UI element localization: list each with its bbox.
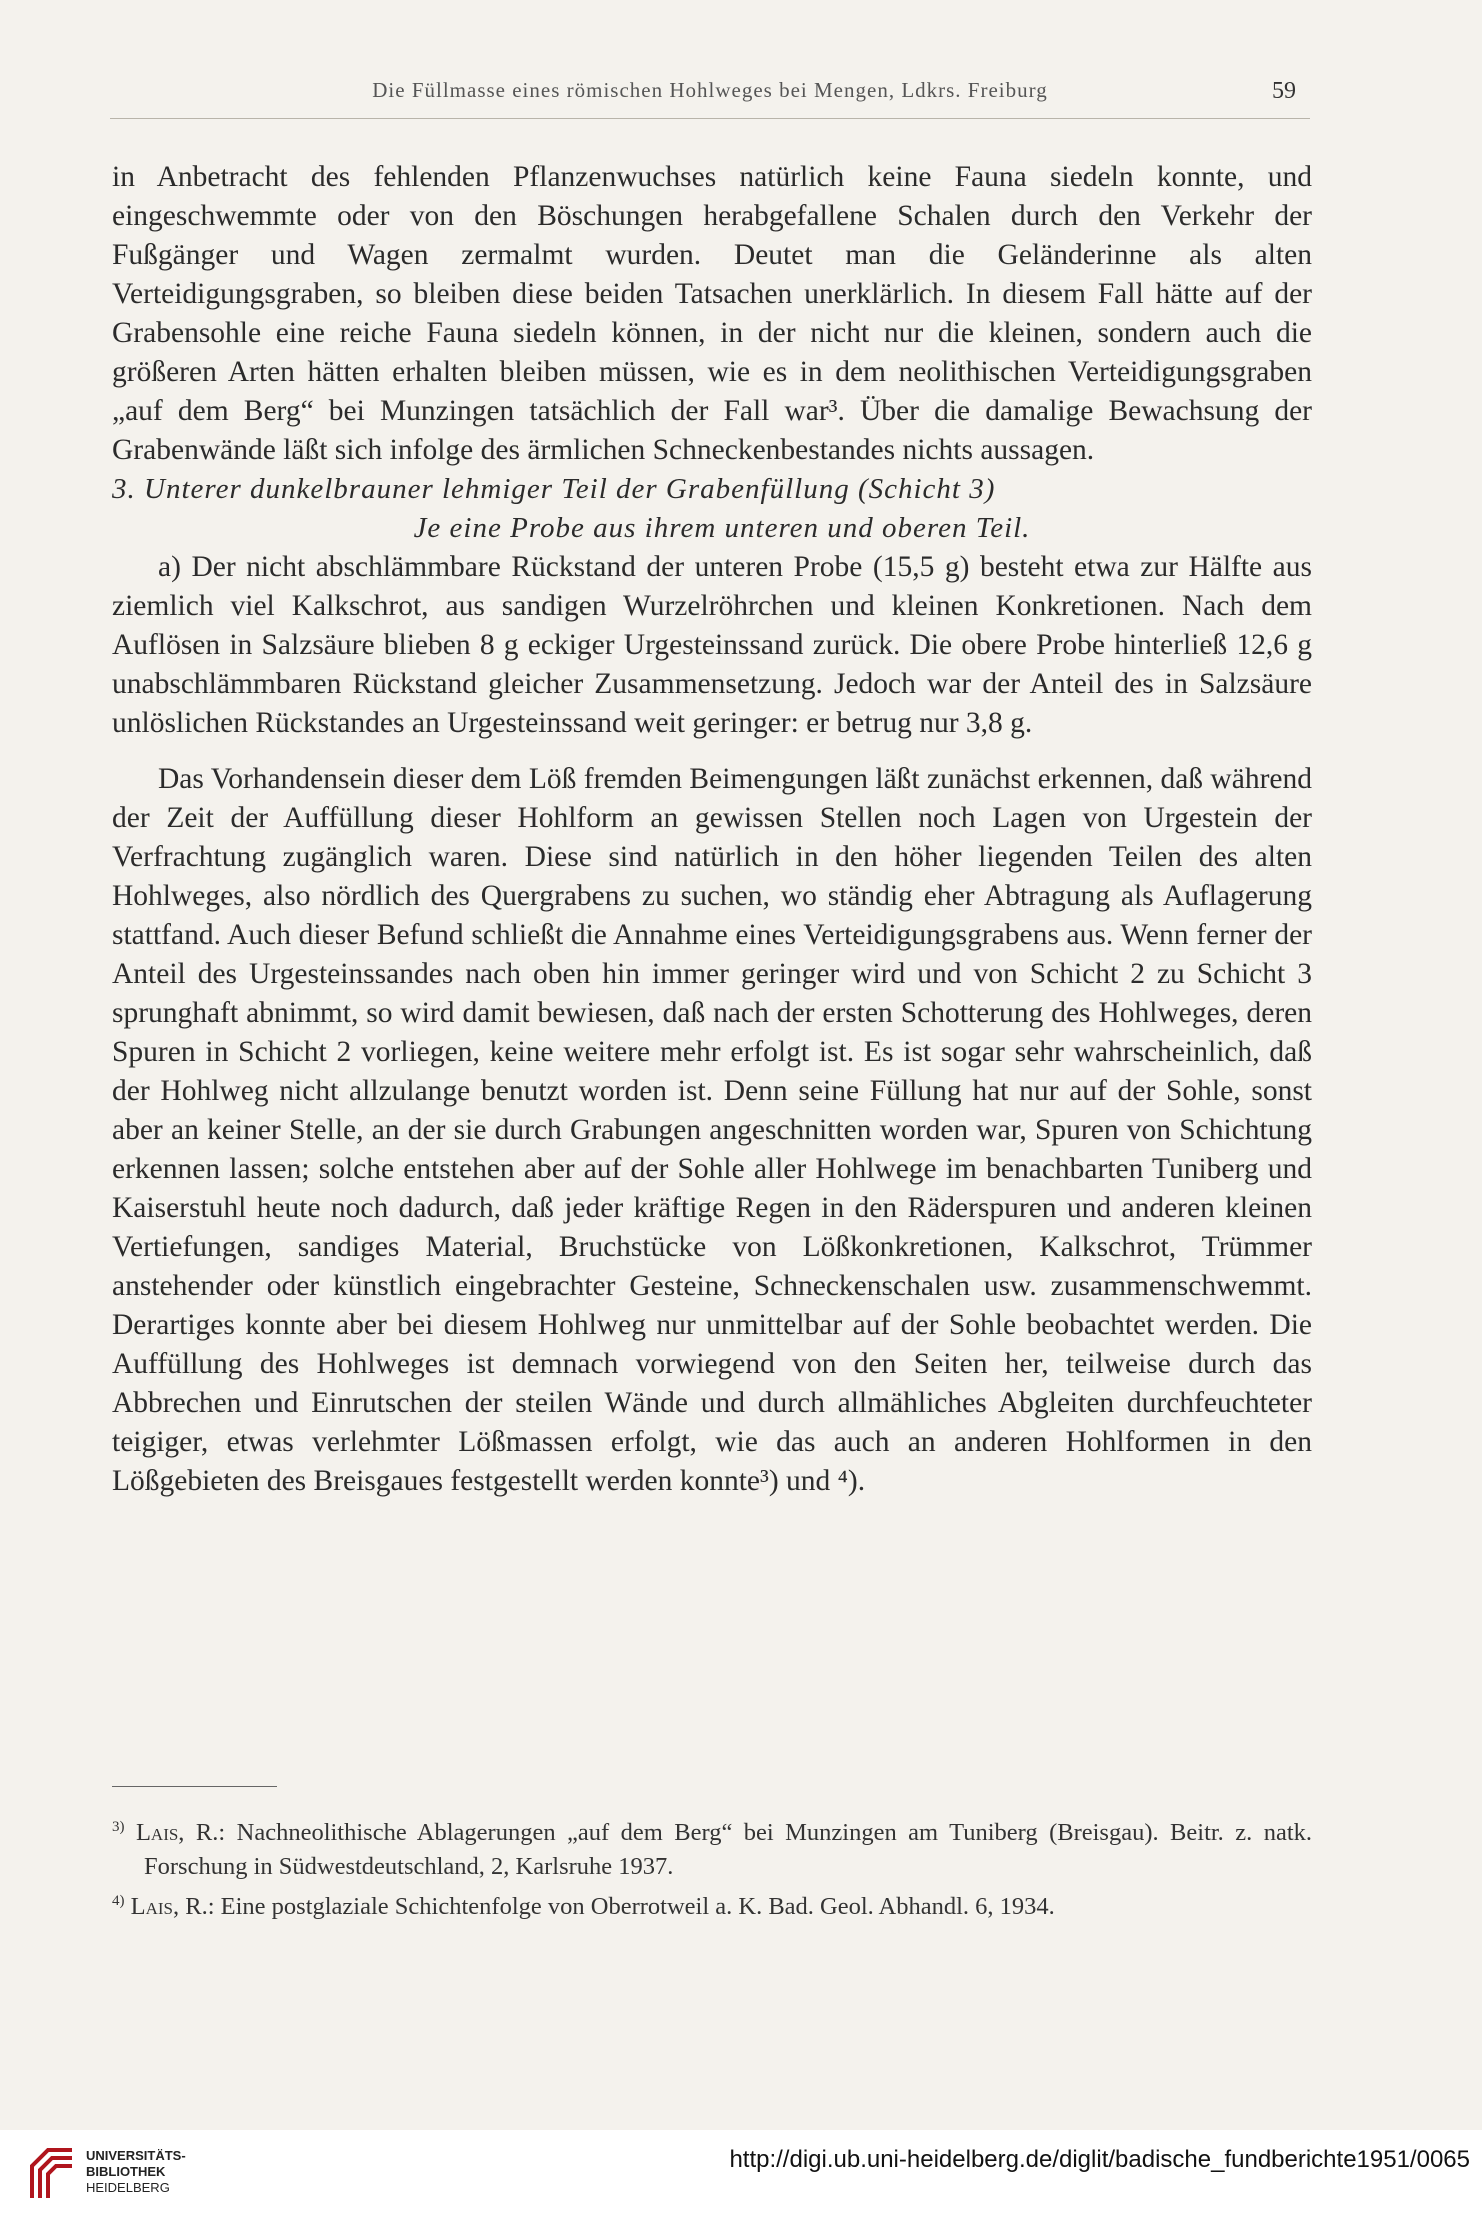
library-name-line-3: HEIDELBERG (86, 2180, 170, 2195)
library-name-line-1: UNIVERSITÄTS- (86, 2148, 186, 2163)
main-text (112, 158, 1312, 1501)
footnote-3-mark: 3) (112, 1819, 125, 1835)
footnote-4-mark: 4) (112, 1893, 125, 1910)
footnote-4-author: Lais, R.: (130, 1893, 215, 1921)
ub-heidelberg-logo-icon[interactable] (26, 2144, 78, 2204)
page-number: 59 (1272, 78, 1296, 104)
section-heading: 3. Unterer dunkelbrauner lehmiger Teil der Grabenfüllung (Schicht 3) (112, 473, 996, 505)
footnote-3-text: Nachneolithische Ablagerungen „auf dem Berg“ bei Munzingen am Tuniberg (Breisgau). Beitr. z. natk. Forschung in Südwestdeutschland, 2, Karlsruhe 1937. (144, 1819, 1313, 1881)
paragraph-3: Das Vorhandensein dieser dem Löß fremden Beimengungen läßt zunächst erkennen, daß während der Zeit der Auffüllung dieser Hohlform an gewissen Stellen noch Lagen von Urgestein der Verfrachtung zugänglich waren. Diese sind natürlich in den höher liegenden Teilen des alten Hohlweges, also nördlich des Quergrabens zu suchen, wo ständig eher Abtragung als Auflagerung stattfand. Auch dieser Befund schließt die Annahme eines Verteidigungsgrabens aus. Wenn ferner der Anteil des Urgesteinssandes nach oben hin immer geringer wird und von Schicht 2 zu Schicht 3 sprunghaft abnimmt, so wird damit bewiesen, daß nach der ersten Schotterung des Hohlweges, deren Spuren in Schicht 2 vorliegen, keine weitere mehr erfolgt ist. Es ist sogar sehr wahrscheinlich, daß der Hohlweg nicht allzulange benutzt worden ist. Denn seine Füllung hat nur auf der Sohle, sonst aber an keiner Stelle, an der sie durch Grabungen angeschnitten worden war, Spuren von Schichtung erkennen lassen; solche entstehen aber auf der Sohle aller Hohlwege im benachbarten Tuniberg und Kaiserstuhl heute noch dadurch, daß jeder kräftige Regen in den Räderspuren und anderen kleinen Vertiefungen, sandiges Material, Bruchstücke von Lößkonkretionen, Kalkschrot, Trümmer anstehender oder künstlich eingebrachter Gesteine, Schneckenschalen usw. zusammenschwemmt. Derartiges konnte aber bei diesem Hohlweg nur unmittelbar auf der Sohle beobachtet werden. Die Auffüllung des Hohlweges ist demnach vorwiegend von den Seiten her, teilweise durch das Abbrechen und Einrutschen der steilen Wände und durch allmähliches Abgleiten durchfeuchteter teigiger, etwas verlehmter Lößmassen erfolgt, wie das auch an anderen Hohlformen in den Lößgebieten des Breisgaues festgestellt werden konnte³) und ⁴). (112, 763, 1312, 1497)
footnotes (112, 1810, 1312, 1924)
library-name-line-2: BIBLIOTHEK (86, 2164, 166, 2179)
footnote-3-author: Lais, R.: (135, 1819, 226, 1847)
footnote-4 (112, 1884, 1312, 1924)
footnote-3 (112, 1810, 1312, 1884)
source-url-link[interactable]: http://digi.ub.uni-heidelberg.de/diglit/badische_fundberichte1951/0065 (729, 2146, 1470, 2173)
footnote-divider (112, 1786, 277, 1787)
section-subheading: Je eine Probe aus ihrem unteren und oberen Teil. (413, 512, 1031, 544)
running-head (110, 78, 1310, 119)
running-head-title: Die Füllmasse eines römischen Hohlweges bei Mengen, Ldkrs. Freiburg (372, 78, 1048, 102)
paragraph-2: a) Der nicht abschlämmbare Rückstand der unteren Probe (15,5 g) besteht etwa zur Hälfte aus ziemlich viel Kalkschrot, aus sandigen Wurzelröhrchen und kleinen Konkretionen. Nach dem Auflösen in Salzsäure blieben 8 g eckiger Urgesteinssand zurück. Die obere Probe hinterließ 12,6 g unabschlämmbaren Rückstand gleicher Zusammensetzung. Jedoch war der Anteil des in Salzsäure unlöslichen Rückstandes an Urgesteinssand weit geringer: er betrug nur 3,8 g. (112, 551, 1312, 739)
footnote-4-text: Eine postglaziale Schichtenfolge von Oberrotweil a. K. Bad. Geol. Abhandl. 6, 1934. (220, 1893, 1055, 1921)
library-footer (0, 2130, 1482, 2236)
paragraph-1: in Anbetracht des fehlenden Pflanzenwuchses natürlich keine Fauna siedeln konnte, und eingeschwemmte oder von den Böschungen herabgefallene Schalen durch den Verkehr der Fußgänger und Wagen zermalmt wurden. Deutet man die Geländerinne als alten Verteidigungsgraben, so bleiben diese beiden Tatsachen unerklärlich. In diesem Fall hätte auf der Grabensohle eine reiche Fauna siedeln können, in der nicht nur die kleinen, sondern auch die größeren Arten hätten erhalten bleiben müssen, wie es in dem neolithischen Verteidigungsgraben „auf dem Berg“ bei Munzingen tatsächlich der Fall war³. Über die damalige Bewachsung der Grabenwände läßt sich infolge des ärmlichen Schneckenbestandes nichts aussagen. (112, 161, 1312, 466)
library-name (86, 2148, 186, 2196)
